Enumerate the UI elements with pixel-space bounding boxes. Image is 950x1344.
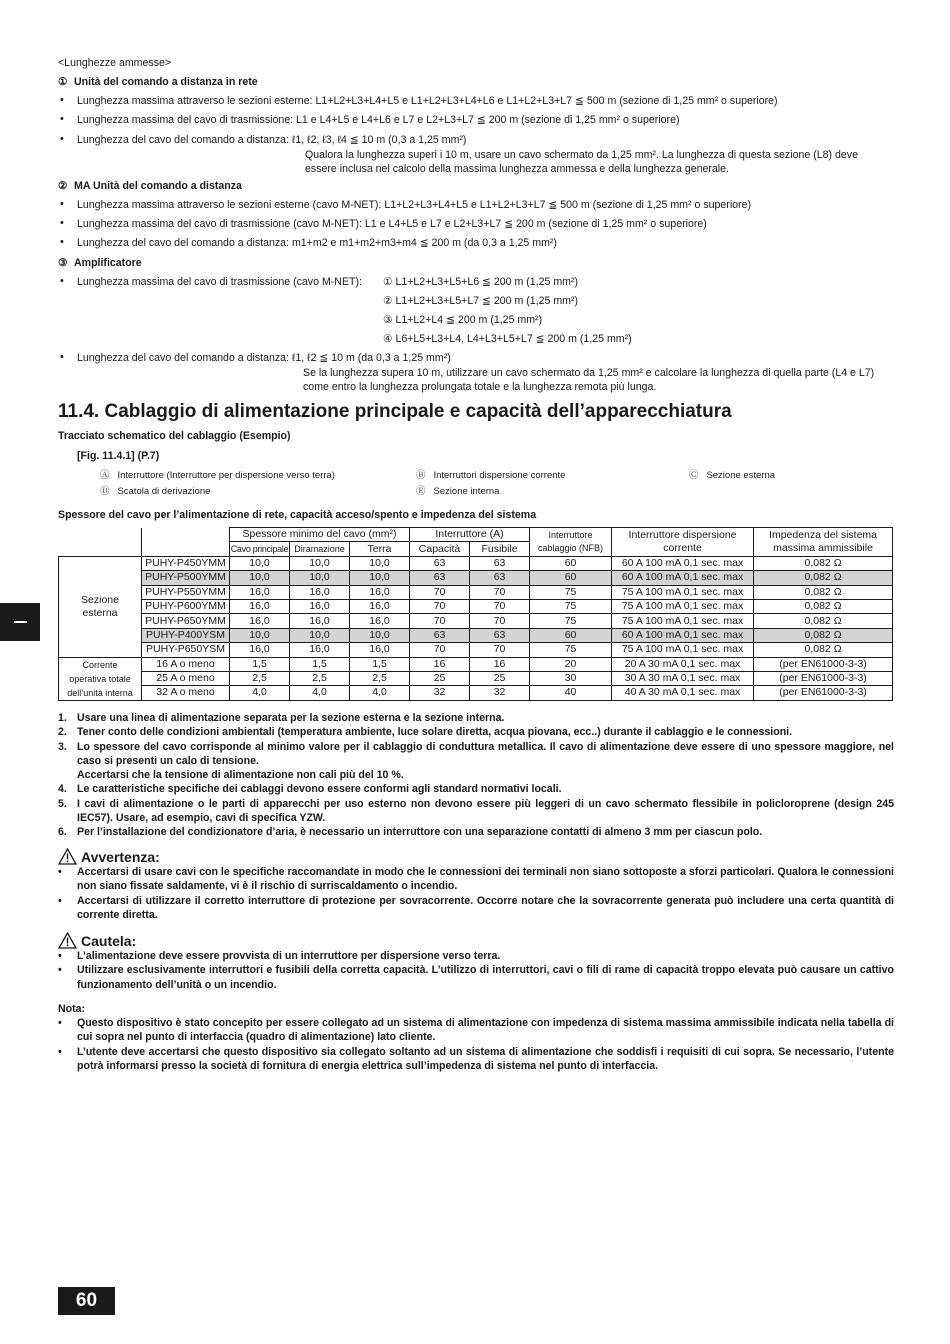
- note-number: 1.: [58, 712, 67, 724]
- header-interruttore: Interruttore (A): [410, 528, 530, 542]
- section-2-heading: [58, 179, 242, 193]
- legend-item-d: [100, 483, 210, 497]
- value-cell: 10,0: [290, 556, 350, 570]
- value-cell: 16,0: [290, 643, 350, 657]
- value-cell: 16,0: [290, 599, 350, 613]
- list-item: [58, 963, 894, 992]
- caution-heading: [58, 932, 136, 949]
- value-cell: 2,5: [290, 671, 350, 685]
- s2-bullet-1: Lunghezza massima attraverso le sezioni esterne (cavo M-NET): L1+L2+L3+L4+L5 e L1+L2+L3+L7 ≦ 500 m (sezione di 1,25 mm² o superiore): [77, 199, 752, 211]
- header-nfb-l1: Interruttore: [548, 529, 593, 540]
- section-3-heading: [58, 256, 142, 270]
- header-fusibile: Fusibile: [470, 542, 530, 556]
- list-item: [58, 894, 894, 923]
- value-cell: 4,0: [230, 686, 290, 700]
- list-text: L’utente deve accertarsi che questo dispositivo sia collegato soltanto ad un sistema di alimentazione che soddisfi i requisiti di cui sopra. Se necessario, l’utente potrà informarsi presso la società di fornitura di energia elettrica sull’impedenza di sistema nel punto di interfaccia.: [77, 1045, 894, 1072]
- s3-bullet-2-cont-1: Se la lunghezza supera 10 m, utilizzare un cavo schermato da 1,25 mm² e calcolare la lunghezza di quella parte (L4 e L7): [303, 367, 875, 379]
- legend-text: Interruttori dispersione corrente: [433, 470, 566, 481]
- circled-number: ③: [58, 257, 68, 269]
- s3-route-2: ② L1+L2+L3+L5+L7 ≦ 200 m (1,25 mm²): [383, 295, 579, 307]
- group-label-line: dell’unità interna: [67, 687, 133, 698]
- caution-title: Cautela:: [81, 932, 137, 949]
- model-cell: PUHY-P500YMM: [142, 571, 230, 585]
- list-item: [58, 740, 894, 769]
- value-cell: 10,0: [350, 628, 410, 642]
- value-cell: 16: [470, 657, 530, 671]
- side-tab-marker: [0, 603, 40, 641]
- legend-text: Interruttore (Interruttore per dispersione verso terra): [117, 470, 335, 481]
- page-number: 60: [58, 1287, 115, 1315]
- bullet: •: [58, 1045, 62, 1058]
- model-cell: PUHY-P650YMM: [142, 614, 230, 628]
- wiring-subtitle: Tracciato schematico del cablaggio (Esempio): [58, 430, 291, 442]
- value-cell: 10,0: [290, 628, 350, 642]
- model-cell: PUHY-P400YSM: [142, 628, 230, 642]
- value-cell: 63: [470, 556, 530, 570]
- list-item: [58, 1016, 894, 1045]
- value-cell: 30 A 30 mA 0,1 sec. max: [612, 671, 754, 685]
- bullet: •: [58, 950, 62, 962]
- lengths-header: <Lunghezze ammesse>: [58, 57, 172, 69]
- table-row: [59, 614, 893, 628]
- value-cell: 40 A 30 mA 0,1 sec. max: [612, 686, 754, 700]
- table-row: [59, 686, 893, 700]
- value-cell: 1,5: [290, 657, 350, 671]
- value-cell: 16,0: [230, 585, 290, 599]
- warning-heading: [58, 848, 160, 865]
- value-cell: 10,0: [290, 571, 350, 585]
- header-spessore: Spessore minimo del cavo (mm²): [230, 528, 410, 542]
- bullet: •: [60, 351, 64, 363]
- note-text: Usare una linea di alimentazione separata per la sezione esterna e la sezione interna.: [77, 712, 505, 724]
- note-number: 5.: [58, 797, 67, 810]
- bullet: •: [58, 1017, 62, 1029]
- header-cavo-principale: Cavo principale: [230, 542, 290, 556]
- s3-route-1: ① L1+L2+L3+L5+L6 ≦ 200 m (1,25 mm²): [383, 276, 579, 288]
- s1-bullet-2: Lunghezza massima del cavo di trasmissione: L1 e L4+L5 e L4+L6 e L7 e L2+L3+L7 ≦ 200 m (sezione di 1,25 mm² o superiore): [77, 114, 680, 126]
- value-cell: 75 A 100 mA 0,1 sec. max: [612, 614, 754, 628]
- value-cell: 20: [530, 657, 612, 671]
- value-cell: 2,5: [350, 671, 410, 685]
- list-item: [58, 949, 894, 963]
- warning-triangle-icon: [58, 848, 77, 865]
- value-cell: 60: [530, 571, 612, 585]
- value-cell: 0,082 Ω: [754, 614, 893, 628]
- header-capacita: Capacità: [410, 542, 470, 556]
- value-cell: 75: [530, 614, 612, 628]
- table-row: [59, 671, 893, 685]
- list-item: [58, 797, 894, 826]
- bullet: •: [60, 217, 64, 229]
- legend-text: Scatola di derivazione: [117, 486, 211, 497]
- value-cell: 60 A 100 mA 0,1 sec. max: [612, 571, 754, 585]
- group-label-line: Corrente: [82, 659, 118, 670]
- value-cell: 16,0: [350, 614, 410, 628]
- bullet: •: [58, 894, 62, 907]
- value-cell: 16,0: [350, 585, 410, 599]
- s3-route-4: ④ L6+L5+L3+L4, L4+L3+L5+L7 ≦ 200 m (1,25 mm²): [383, 333, 632, 345]
- s3-bullet-2-cont-2: come entro la lunghezza prolungata totale e la lunghezza remota più lunga.: [303, 381, 657, 393]
- value-cell: 32: [470, 686, 530, 700]
- s1-bullet-3-cont-2: essere inclusa nel calcolo della massima lunghezza ammessa e della lunghezza generale.: [305, 163, 729, 175]
- note-text: Le caratteristiche specifiche dei cablaggi devono essere conformi agli standard normativi locali.: [77, 783, 562, 796]
- legend-mark: Ⓑ: [416, 470, 426, 481]
- value-cell: 75 A 100 mA 0,1 sec. max: [612, 599, 754, 613]
- legend-text: Sezione interna: [433, 486, 500, 497]
- legend-item-c: [689, 467, 775, 481]
- value-cell: 70: [470, 614, 530, 628]
- value-cell: (per EN61000-3-3): [754, 657, 893, 671]
- value-cell: 60: [530, 628, 612, 642]
- value-cell: 10,0: [350, 556, 410, 570]
- value-cell: 16,0: [350, 643, 410, 657]
- value-cell: 40: [530, 686, 612, 700]
- group-label-outdoor: Sezione esterna: [59, 556, 142, 657]
- value-cell: 16,0: [290, 585, 350, 599]
- nota-list: [58, 1016, 894, 1073]
- caution-triangle-icon: [58, 932, 77, 949]
- header-impedenza: [754, 528, 893, 557]
- model-cell: PUHY-P600YMM: [142, 599, 230, 613]
- value-cell: 70: [410, 599, 470, 613]
- circled-number: ①: [58, 76, 68, 88]
- legend-item-a: [100, 467, 335, 481]
- value-cell: 10,0: [230, 556, 290, 570]
- note-number: [58, 768, 77, 782]
- value-cell: 1,5: [350, 657, 410, 671]
- empty-header-cell: [142, 528, 230, 557]
- value-cell: 0,082 Ω: [754, 571, 893, 585]
- value-cell: 10,0: [350, 571, 410, 585]
- note-number: 6.: [58, 826, 67, 839]
- value-cell: 75 A 100 mA 0,1 sec. max: [612, 585, 754, 599]
- legend-mark: Ⓐ: [100, 470, 110, 481]
- dash-icon: [14, 621, 27, 623]
- value-cell: 4,0: [290, 686, 350, 700]
- value-cell: 16,0: [230, 643, 290, 657]
- current-range-cell: 16 A o meno: [142, 657, 230, 671]
- table-row: [59, 585, 893, 599]
- list-text: Utilizzare esclusivamente interruttori e fusibili della corretta capacità. L’utilizzo di interruttori, cavi o fili di rame di capacità troppo elevata può causare un cattivo funzionamento dell’unità o un incendio.: [77, 964, 894, 991]
- value-cell: 25: [470, 671, 530, 685]
- note-text: Per l’installazione del condizionatore d’aria, è necessario un interruttore con una separazione contatti di almeno 3 mm per ciascun polo.: [77, 826, 763, 839]
- value-cell: 70: [470, 585, 530, 599]
- current-range-cell: 32 A o meno: [142, 686, 230, 700]
- value-cell: 70: [410, 614, 470, 628]
- value-cell: 16,0: [230, 614, 290, 628]
- header-diramazione: Diramazione: [290, 542, 350, 556]
- note-number: 2.: [58, 726, 67, 739]
- table-header-row: [59, 528, 893, 542]
- value-cell: 70: [470, 599, 530, 613]
- note-number: 3.: [58, 740, 67, 753]
- bullet: •: [60, 275, 64, 287]
- legend-mark: Ⓒ: [689, 470, 699, 481]
- header-dispersione: [612, 528, 754, 557]
- table-row: [59, 556, 893, 570]
- value-cell: 16,0: [290, 614, 350, 628]
- power-spec-table: [58, 527, 893, 701]
- list-text: Accertarsi di usare cavi con le specifiche raccomandate in modo che le connessioni dei terminali non siano sottoposte a sforzi particolari. Qualora le connessioni non siano fissate saldamente, vi è il rischio di surriscaldamento o incendio.: [77, 866, 894, 893]
- section-1-heading: [58, 75, 258, 89]
- value-cell: 63: [410, 628, 470, 642]
- value-cell: 10,0: [230, 571, 290, 585]
- value-cell: 63: [410, 571, 470, 585]
- note-text: Lo spessore del cavo corrisponde al minimo valore per il cablaggio di conduttura metallica. Il cavo di alimentazione deve essere di uno spessore maggiore, nel caso si presenti un calo di tensione.: [77, 740, 894, 767]
- value-cell: 75 A 100 mA 0,1 sec. max: [612, 643, 754, 657]
- table-row: [59, 599, 893, 613]
- value-cell: 60 A 100 mA 0,1 sec. max: [612, 556, 754, 570]
- list-text: Accertarsi di utilizzare il corretto interruttore di protezione per sovracorrente. Occorre notare che la sovracorrente generata può includere una certa quantità di corrente diretta.: [77, 894, 894, 921]
- value-cell: 0,082 Ω: [754, 585, 893, 599]
- table-row: [59, 571, 893, 585]
- value-cell: 70: [470, 643, 530, 657]
- value-cell: (per EN61000-3-3): [754, 671, 893, 685]
- header-disp-l2: corrente: [663, 541, 702, 554]
- value-cell: 70: [410, 585, 470, 599]
- legend-text: Sezione esterna: [706, 470, 776, 481]
- nota-heading: Nota:: [58, 1003, 86, 1015]
- s3-bullet-2: Lunghezza del cavo del comando a distanza: ℓ1, ℓ2 ≦ 10 m (da 0,3 a 1,25 mm²): [77, 352, 451, 364]
- group-label-line: operativa totale: [69, 673, 131, 684]
- caution-list: [58, 949, 894, 992]
- value-cell: 32: [410, 686, 470, 700]
- warning-list: [58, 865, 894, 922]
- table-row: [59, 657, 893, 671]
- value-cell: 60 A 100 mA 0,1 sec. max: [612, 628, 754, 642]
- note-text: Tener conto delle condizioni ambientali (temperatura ambiente, luce solare diretta, acqua piovana, ecc..) durante il cablaggio e le connessioni.: [77, 726, 793, 739]
- bullet: •: [60, 198, 64, 210]
- table-title: Spessore del cavo per l’alimentazione di rete, capacità acceso/spento e impedenza del sistema: [58, 509, 537, 521]
- model-cell: PUHY-P650YSM: [142, 643, 230, 657]
- value-cell: 16: [410, 657, 470, 671]
- value-cell: 30: [530, 671, 612, 685]
- value-cell: 75: [530, 643, 612, 657]
- value-cell: 16,0: [230, 599, 290, 613]
- value-cell: 1,5: [230, 657, 290, 671]
- value-cell: 0,082 Ω: [754, 556, 893, 570]
- value-cell: 2,5: [230, 671, 290, 685]
- group-label-indoor-current: [59, 657, 142, 700]
- value-cell: 63: [410, 556, 470, 570]
- value-cell: 10,0: [230, 628, 290, 642]
- value-cell: 0,082 Ω: [754, 628, 893, 642]
- value-cell: 63: [470, 571, 530, 585]
- header-imp-l2: massima ammissibile: [773, 541, 873, 554]
- value-cell: 75: [530, 599, 612, 613]
- value-cell: (per EN61000-3-3): [754, 686, 893, 700]
- list-item: [58, 711, 894, 725]
- s3-bullet-1: Lunghezza massima del cavo di trasmissione (cavo M-NET):: [77, 276, 362, 288]
- legend-mark: Ⓔ: [416, 486, 426, 497]
- legend-item-b: [416, 467, 565, 481]
- section-1-title: Unità del comando a distanza in rete: [74, 76, 258, 88]
- list-item: [58, 725, 894, 739]
- note-number: 4.: [58, 783, 67, 796]
- notes-list: [58, 711, 894, 840]
- bullet: •: [60, 236, 64, 248]
- list-item: [58, 782, 894, 796]
- value-cell: 60: [530, 556, 612, 570]
- header-disp-l1: Interruttore dispersione: [628, 528, 737, 541]
- bullet: •: [58, 866, 62, 878]
- header-nfb-l2: cablaggio (NFB): [538, 542, 604, 553]
- value-cell: 0,082 Ω: [754, 643, 893, 657]
- header-terra: Terra: [350, 542, 410, 556]
- value-cell: 0,082 Ω: [754, 599, 893, 613]
- value-cell: 20 A 30 mA 0,1 sec. max: [612, 657, 754, 671]
- table-row: [59, 643, 893, 657]
- s3-route-3: ③ L1+L2+L4 ≦ 200 m (1,25 mm²): [383, 314, 543, 326]
- section-2-title: MA Unità del comando a distanza: [74, 180, 242, 192]
- warning-title: Avvertenza:: [81, 848, 160, 865]
- value-cell: 16,0: [350, 599, 410, 613]
- legend-mark: Ⓓ: [100, 486, 110, 497]
- value-cell: 4,0: [350, 686, 410, 700]
- value-cell: 25: [410, 671, 470, 685]
- section-title: 11.4. Cablaggio di alimentazione principale e capacità dell’apparecchiatura: [58, 401, 732, 422]
- list-item: [58, 768, 894, 782]
- figure-reference: [Fig. 11.4.1] (P.7): [77, 450, 160, 462]
- s2-bullet-2: Lunghezza massima del cavo di trasmissione (cavo M-NET): L1 e L4+L5 e L7 e L2+L3+L7 ≦ 200 m (sezione di 1,25 mm² o superiore): [77, 218, 707, 230]
- section-3-title: Amplificatore: [74, 257, 142, 269]
- model-cell: PUHY-P450YMM: [142, 556, 230, 570]
- list-item: [58, 865, 894, 894]
- table-row: [59, 628, 893, 642]
- legend-item-e: [416, 483, 499, 497]
- value-cell: 75: [530, 585, 612, 599]
- list-text: Questo dispositivo è stato concepito per essere collegato ad un sistema di alimentazione con impedenza di sistema massima ammissibile indicata nella tabella di cui sopra nel punto di interfaccia (quadro di alimentazione) lato cliente.: [77, 1017, 894, 1044]
- list-item: [58, 825, 894, 839]
- bullet: •: [58, 964, 62, 977]
- note-text: I cavi di alimentazione o le parti di apparecchi per uso esterno non devono essere più leggeri di un cavo schermato flessibile in policloroprene (design 245 IEC57). Usare, ad esempio, cavi di specifica YZW.: [77, 797, 894, 825]
- value-cell: 70: [410, 643, 470, 657]
- value-cell: 63: [470, 628, 530, 642]
- note-text: Accertarsi che la tensione di alimentazione non cali più del 10 %.: [77, 769, 404, 782]
- bullet: •: [60, 133, 64, 145]
- list-item: [58, 1045, 894, 1074]
- s1-bullet-3-cont-1: Qualora la lunghezza superi i 10 m, usare un cavo schermato da 1,25 mm². La lunghezza di questa sezione (L8) deve: [305, 149, 858, 161]
- header-imp-l1: Impedenza del sistema: [769, 528, 878, 541]
- header-nfb: [530, 528, 612, 557]
- bullet: •: [60, 113, 64, 125]
- empty-header-cell: [59, 528, 142, 557]
- bullet: •: [60, 94, 64, 106]
- current-range-cell: 25 A o meno: [142, 671, 230, 685]
- s1-bullet-3: Lunghezza del cavo del comando a distanza: ℓ1, ℓ2, ℓ3, ℓ4 ≦ 10 m (0,3 a 1,25 mm²): [77, 134, 467, 146]
- model-cell: PUHY-P550YMM: [142, 585, 230, 599]
- circled-number: ②: [58, 180, 68, 192]
- list-text: L’alimentazione deve essere provvista di un interruttore per dispersione verso terra.: [77, 950, 501, 962]
- s1-bullet-1: Lunghezza massima attraverso le sezioni esterne: L1+L2+L3+L4+L5 e L1+L2+L3+L4+L6 e L1+L2+L3+L7 ≦ 500 m (sezione di 1,25 mm² o superiore): [77, 95, 778, 107]
- s2-bullet-3: Lunghezza del cavo del comando a distanza: m1+m2 e m1+m2+m3+m4 ≦ 200 m (da 0,3 a 1,25 mm²): [77, 237, 557, 249]
